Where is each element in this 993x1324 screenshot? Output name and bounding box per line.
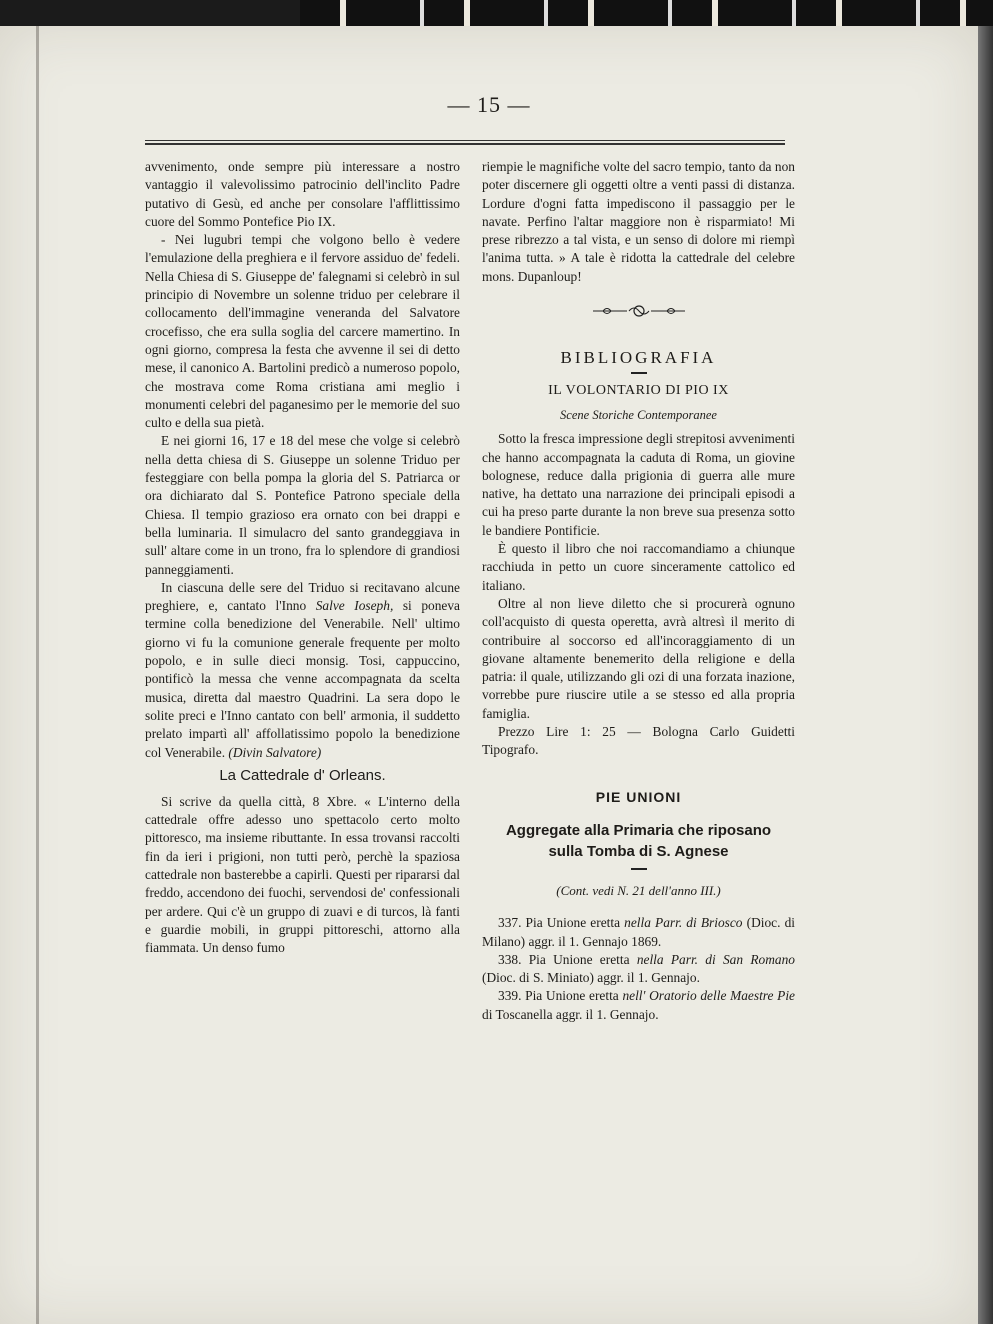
paragraph: - Nei lugubri tempi che volgono bello è vedere l'emulazione della preghiera e il fervore assiduo de' fedeli. Nella Chiesa di S. Giuseppe de' falegnami si celebrò in sul principio di Novembre un solenne triduo per celebrare il collocamento dell'immagine veneranda del Salvatore crocefisso, che era sulla soglia del carcere mamertino. In ogni giorno, compresa la festa che avvenne il sei di detto mese, il canonico A. Bartolini predicò a numeroso popolo, che mostrava come Roma cristiana ami meglio i monumenti celebri del paganesimo per le memorie del suo culto e della sua pietà.	[145, 232, 460, 431]
page-number: — 15 —	[447, 92, 531, 117]
continuation-note: (Cont. vedi N. 21 dell'anno III.)	[556, 882, 721, 898]
paragraph: Si scrive da quella città, 8 Xbre. « L'interno della cattedrale offre adesso uno spettacolo certo molto pittoresco, ma insieme ributtante. In essa trovansi raccolti fin da ieri i prigioni, non tutti però, perchè la spaziosa cattedrale non basterebbe a capirli. Questi per ripararsi dal freddo, accendono dei fuochi, servendosi de' confessionali per ardere. Qui c'è un gruppo di zuavi e di turcos, là fanti e guardie mobili, in gruppi pittoreschi, attorno alla fiammata. Un denso fumo	[145, 793, 460, 956]
header-rule	[145, 140, 785, 141]
page-spine-shadow	[36, 26, 39, 1324]
paragraph: Sotto la fresca impressione degli strepitosi avvenimenti che hanno accompagnata la caduta di Roma, un giovine bolognese, reduce dalla prigionia di guerra alle mure native, ha dettato una narrazione dei principali episodi a cui ha preso parte durante la non breve sua presenza sotto le bandiere Pontificie.	[482, 431, 795, 538]
book-title: IL VOLONTARIO DI PIO IX	[548, 382, 729, 398]
pie-unioni-heading: PIE UNIONI	[595, 788, 682, 805]
paragraph: In ciascuna delle sere del Triduo si recitavano alcune preghiere, e, cantato l'Inno Salve Ioseph, si poneva termine colla benedizione del Venerabile. Nell' ultimo giorno vi fu la comunione generale frequente per molto popolo, e in sulle dieci monsig. Tosi, cappuccino, pontificò la messa che venne accompagnata da scelta musica, diretta dal maestro Quadrini. La sera dopo le solite preci e l'Inno cantato con bell' armonia, il suddetto prelato impartì all' affollatissimo popolo la benedizione col Venerabile. (Divin Salvatore)	[145, 579, 460, 760]
header-rule-double	[145, 143, 785, 145]
paragraph: Prezzo Lire 1: 25 — Bologna Carlo Guidetti Tipografo.	[482, 724, 795, 758]
list-item: 338. Pia Unione eretta nella Parr. di San Romano (Dioc. di S. Miniato) aggr. il 1. Gennajo.	[482, 951, 795, 986]
paragraph: riempie le magnifiche volte del sacro tempio, tanto da non poter discernere gli oggetti oltre a venti passi di distanza. Lordure d'ogni fatta impediscono il passaggio per le navate. Perfino l'altar maggiore non è risparmiato! Mi prese ribrezzo a tal vista, e un senso di dolore mi riempì l'anima tutta. » A tale è ridotta la cattedrale del celebre mons. Dupanloup!	[482, 159, 795, 284]
left-column	[145, 158, 460, 957]
ornament-divider	[482, 304, 795, 323]
paragraph: E nei giorni 16, 17 e 18 del mese che volge si celebrò nella detta chiesa di S. Giuseppe un solenne Triduo per festeggiare con bella pompa la gloria del S. Patriarca or ora dichiarato dal S. Pontefice Patrono speciale della Chiesa. Il tempio grazioso era ornato con bei drappi e bella luminaria. Il simulacro del santo grandeggiava in sull' altare come in un trono, fra lo splendore di grandiosi panneggiamenti.	[145, 433, 460, 577]
union-list	[482, 914, 795, 1024]
book-subtitle: Scene Storiche Contemporanee	[560, 407, 717, 422]
paragraph: avvenimento, onde sempre più interessare a nostro vantaggio il valevolissimo patrocinio dell'inclito Padre putativo di Gesù, ed anche per consolare l'afflittissimo cuore del Sommo Pontefice Pio IX.	[145, 159, 460, 229]
scan-top-strip	[300, 0, 993, 26]
section-heading: La Cattedrale d' Orleans.	[219, 766, 386, 784]
list-item: 337. Pia Unione eretta nella Parr. di Briosco (Dioc. di Milano) aggr. il 1. Gennajo 1869.	[482, 915, 795, 949]
short-rule	[631, 868, 647, 870]
right-column	[482, 158, 795, 1024]
paragraph: È questo il libro che noi raccomandiamo a chiunque racchiuda in petto un cuore sinceramente cattolico ed italiano.	[482, 541, 795, 593]
scan-right-edge	[978, 26, 993, 1324]
paragraph: Oltre al non lieve diletto che si procurerà ognuno coll'acquisto di questa operetta, avrà altresì il merito di contribuire al soccorso ed all'incoraggiamento di un giovane altamente benemerito della religione e della patria: il quale, utilizzando gli ozi di una forzata inazione, vorrebbe pure riuscire utile a se stesso ed alla propria famiglia.	[482, 595, 795, 721]
bibliography-heading: BIBLIOGRAFIA	[560, 348, 717, 368]
pie-unioni-subheading: Aggregate alla Primaria che riposano sulla Tomba di S. Agnese	[505, 821, 772, 860]
list-item: 339. Pia Unione eretta nell' Oratorio delle Maestre Pie di Toscanella aggr. il 1. Gennajo.	[482, 988, 795, 1022]
short-rule	[631, 372, 647, 374]
